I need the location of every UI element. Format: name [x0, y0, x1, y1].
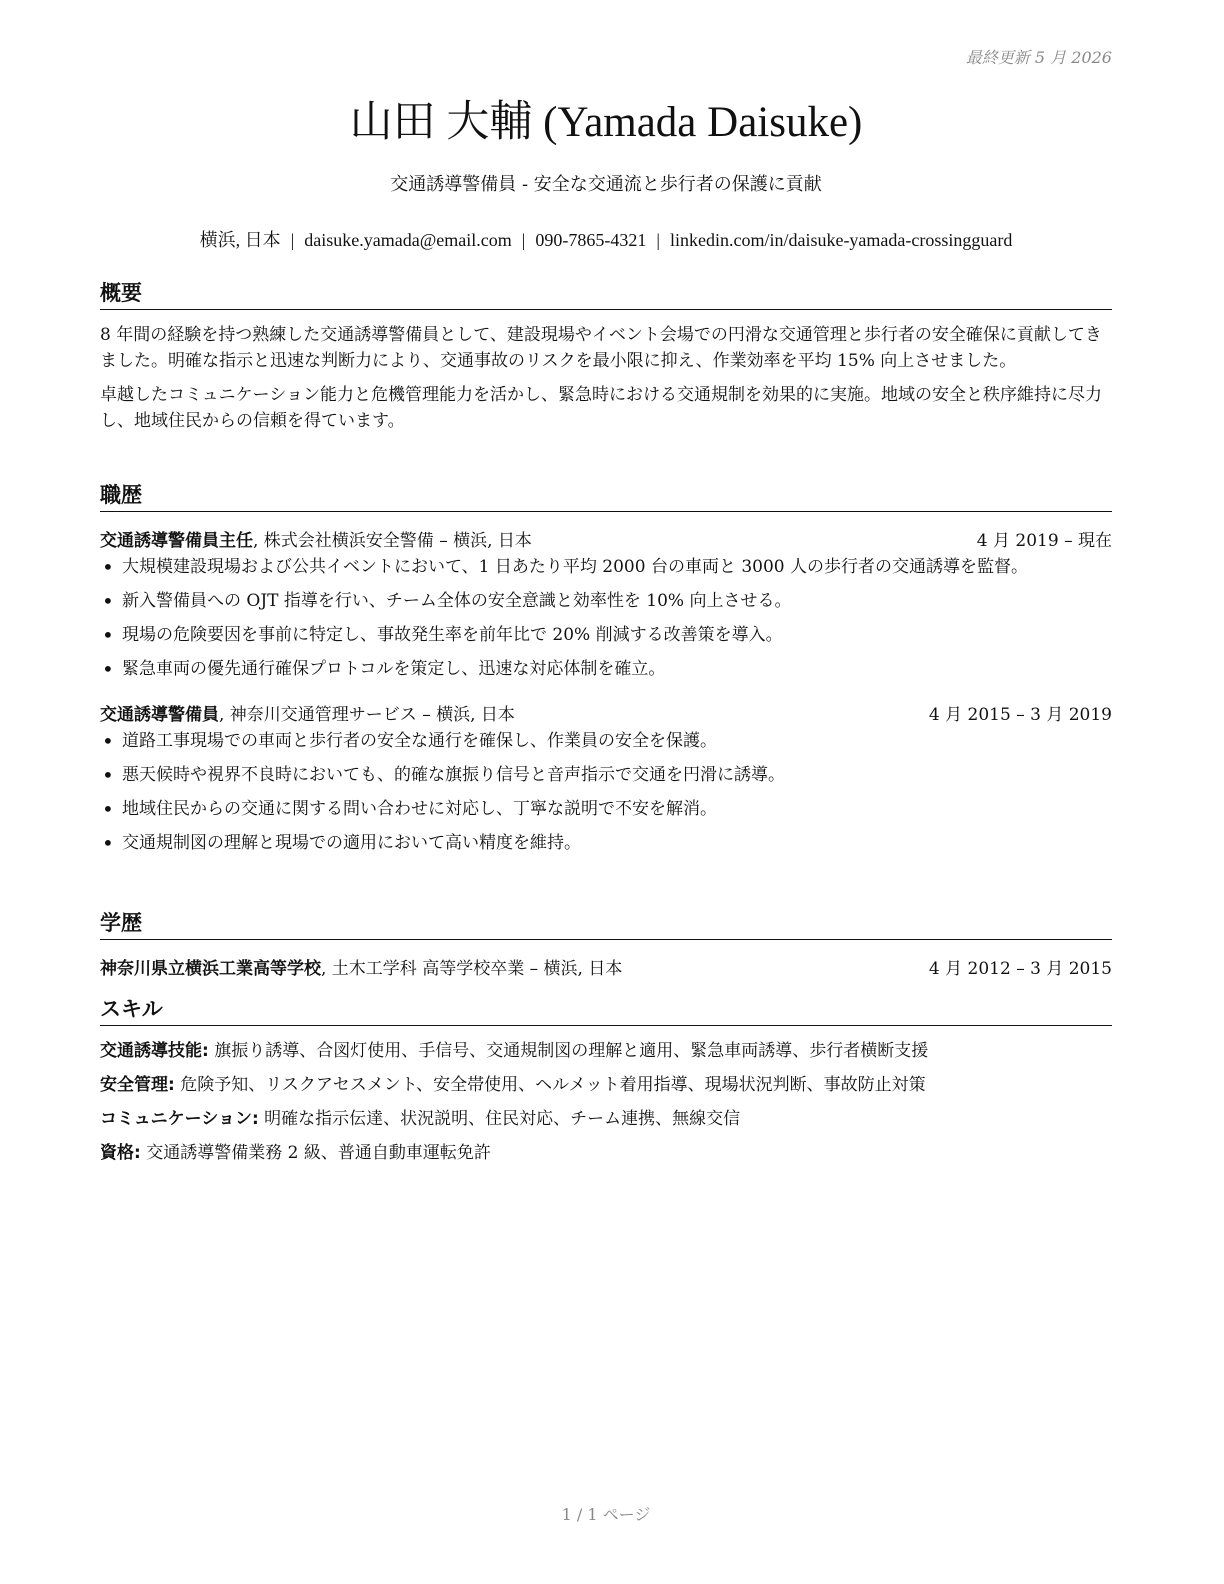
experience-section — [100, 479, 1112, 865]
page-number: 1 / 1 ページ — [561, 1505, 651, 1524]
skill-label: 安全管理: — [100, 1075, 175, 1095]
separator: | — [290, 230, 295, 250]
section-title-experience: 職歴 — [100, 479, 1112, 512]
skill-value: 交通誘導警備業務 2 級、普通自動車運転免許 — [140, 1143, 491, 1163]
list-item: • 大規模建設現場および公共イベントにおいて、1 日あたり平均 2000 台の車両と 3000 人の歩行者の交通誘導を監督。 — [122, 555, 1112, 580]
job-dates: 4 月 2019 – 現在 — [976, 531, 1112, 551]
job-header — [100, 700, 1112, 725]
education-header — [100, 954, 1112, 979]
contact-location: 横浜, 日本 — [199, 230, 281, 250]
skill-value: 明確な指示伝達、状況説明、住民対応、チーム連携、無線交信 — [258, 1109, 741, 1129]
skill-label: 資格: — [100, 1143, 141, 1163]
skill-label: 交通誘導技能: — [100, 1041, 209, 1061]
skill-label: コミュニケーション: — [100, 1109, 259, 1129]
summary-paragraph: 卓越したコミュニケーション能力と危機管理能力を活かし、緊急時における交通規制を効果的に実施。地域の安全と秩序維持に尽力し、地域住民からの信頼を得ています。 — [100, 385, 1102, 431]
job-header — [100, 526, 1112, 551]
list-item: • 地域住民からの交通に関する問い合わせに対応し、丁寧な説明で不安を解消。 — [122, 797, 1112, 822]
education-section — [100, 907, 1112, 979]
job-title-line — [100, 526, 532, 551]
contact-line — [100, 226, 1112, 252]
job-bullets — [100, 555, 1112, 682]
skill-row — [100, 1038, 1112, 1064]
job-role: 交通誘導警備員 — [100, 705, 219, 725]
skill-row — [100, 1140, 1112, 1166]
school-detail: , 土木工学科 高等学校卒業 – 横浜, 日本 — [321, 959, 623, 979]
section-title-summary: 概要 — [100, 277, 1112, 310]
last-updated: 最終更新 5 月 2026 — [965, 48, 1112, 67]
job-org: , 株式会社横浜安全警備 – 横浜, 日本 — [253, 531, 532, 551]
job-bullets — [100, 729, 1112, 856]
list-item: • 交通規制図の理解と現場での適用において高い精度を維持。 — [122, 831, 1112, 856]
job-dates: 4 月 2015 – 3 月 2019 — [928, 705, 1112, 725]
contact-linkedin[interactable]: linkedin.com/in/daisuke-yamada-crossingguard — [669, 230, 1013, 250]
separator: | — [521, 230, 526, 250]
job-org: , 神奈川交通管理サービス – 横浜, 日本 — [219, 705, 515, 725]
education-line — [100, 954, 622, 979]
summary-section — [100, 277, 1112, 434]
section-title-education: 学歴 — [100, 907, 1112, 940]
list-item: • 現場の危険要因を事前に特定し、事故発生率を前年比で 20% 削減する改善策を導入。 — [122, 623, 1112, 648]
section-title-skills: スキル — [100, 993, 1112, 1026]
candidate-name: 山田 大輔 (Yamada Daisuke) — [349, 99, 863, 146]
contact-phone[interactable]: 090-7865-4321 — [535, 230, 647, 250]
job-role: 交通誘導警備員主任 — [100, 531, 253, 551]
resume-page — [100, 0, 1112, 1584]
contact-email[interactable]: daisuke.yamada@email.com — [304, 230, 512, 250]
education-dates: 4 月 2012 – 3 月 2015 — [928, 959, 1112, 979]
skill-value: 旗振り誘導、合図灯使用、手信号、交通規制図の理解と適用、緊急車両誘導、歩行者横断支援 — [208, 1041, 929, 1061]
tagline: 交通誘導警備員 - 安全な交通流と歩行者の保護に貢献 — [390, 174, 822, 195]
list-item: • 道路工事現場での車両と歩行者の安全な通行を確保し、作業員の安全を保護。 — [122, 729, 1112, 754]
list-item: • 新入警備員への OJT 指導を行い、チーム全体の安全意識と効率性を 10% 向上させる。 — [122, 589, 1112, 614]
skill-row — [100, 1106, 1112, 1132]
school-name: 神奈川県立横浜工業高等学校 — [100, 959, 321, 979]
summary-paragraph: 8 年間の経験を持つ熟練した交通誘導警備員として、建設現場やイベント会場での円滑な交通管理と歩行者の安全確保に貢献してきました。明確な指示と迅速な判断力により、交通事故のリスクを最小限に抑え、作業効率を平均 15% 向上させました。 — [100, 325, 1102, 371]
skill-row — [100, 1072, 1112, 1098]
list-item: • 悪天候時や視界不良時においても、的確な旗振り信号と音声指示で交通を円滑に誘導。 — [122, 763, 1112, 788]
job-title-line — [100, 700, 515, 725]
separator: | — [656, 230, 660, 250]
list-item: • 緊急車両の優先通行確保プロトコルを策定し、迅速な対応体制を確立。 — [122, 657, 1112, 682]
skill-value: 危険予知、リスクアセスメント、安全帯使用、ヘルメット着用指導、現場状況判断、事故防止対策 — [174, 1075, 926, 1095]
skills-section — [100, 993, 1112, 1166]
